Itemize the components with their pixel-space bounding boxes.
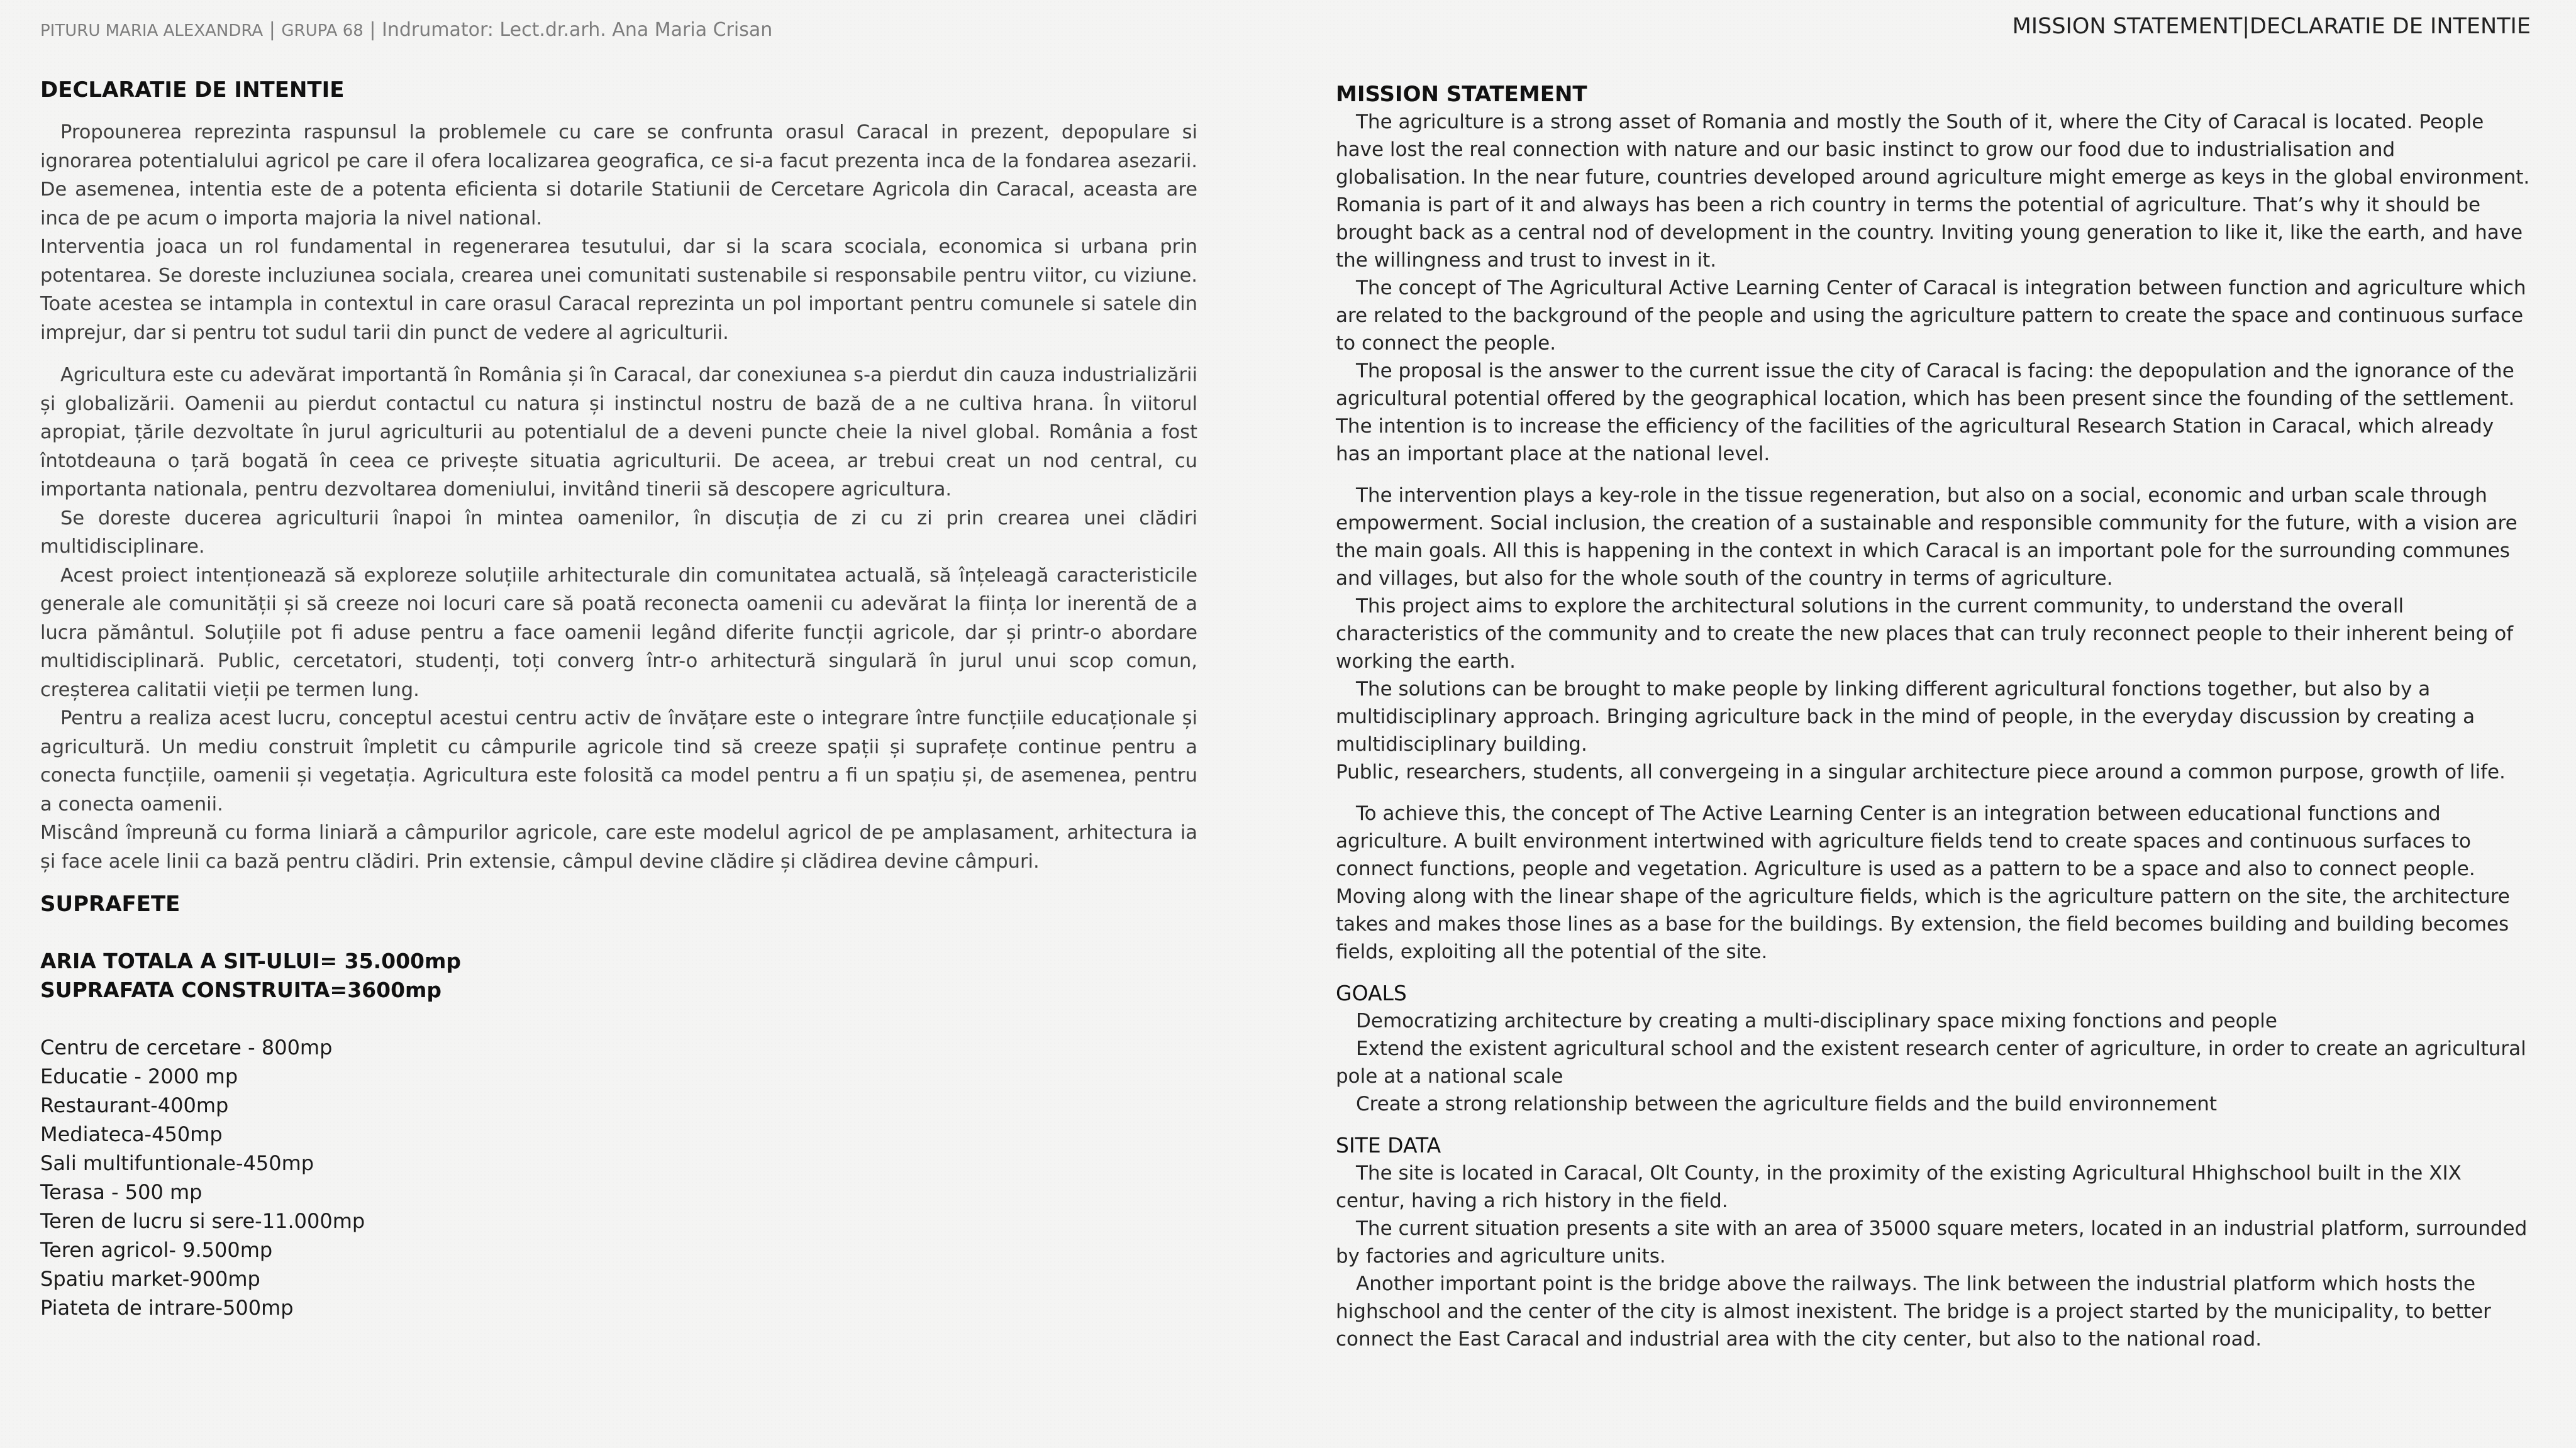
spacer xyxy=(40,104,1197,118)
paragraph: The solutions can be brought to make people by linking different agricultural fonctions together, but also by a multidisciplinary approach. Bringing agriculture back in the mind of people, in the everyday discussion by creating a multidisciplinary building. xyxy=(1336,678,2475,756)
paragraph: Pentru a realiza acest lucru, conceptul acestui centru activ de învățare este o integrare între funcțiile educaționale și agricultură. Un mediu construit împletit cu câmpurile agricole tind să creeze spații și suprafețe continue pentru a conecta funcțiile, oamenii și vegetația. Agricultura este folosită ca model pentru a fi un spațiu și, de asemenea, pentru a conecta oamenii. xyxy=(40,707,1197,815)
tutor-label: Indrumator: Lect.dr.arh. Ana Maria Crisan xyxy=(382,19,773,41)
list-item: Sali multifuntionale-450mp xyxy=(40,1151,314,1175)
paragraph: Se doreste ducerea agriculturii înapoi în mintea oamenilor, în discuția de zi cu zi prin crearea unei clădiri multidisciplinare. xyxy=(40,507,1197,558)
header-separator: | xyxy=(269,19,275,41)
section-title-declaratie: DECLARATIE DE INTENTIE xyxy=(40,77,345,102)
page-title: MISSION STATEMENT|DECLARATIE DE INTENTIE xyxy=(2012,14,2531,39)
list-item: Centru de cercetare - 800mp xyxy=(40,1036,333,1059)
header-separator: | xyxy=(369,19,376,41)
section-title-goals: GOALS xyxy=(1336,981,1407,1005)
paragraph: To achieve this, the concept of The Active Learning Center is an integration between educational functions and agriculture. A built environment intertwined with agriculture fields tend to create spaces and continuous surfaces to connect functions, people and vegetation. Agriculture is used as a pattern to be a space and also to connect people. xyxy=(1336,802,2475,880)
spacer xyxy=(40,1005,1197,1033)
list-item: Piateta de intrare-500mp xyxy=(40,1296,294,1320)
list-item: Democratizing architecture by creating a multi-disciplinary space mixing fonctions and people xyxy=(1356,1010,2277,1032)
paragraph: The proposal is the answer to the current issue the city of Caracal is facing: the depopulation and the ignorance of the agricultural potential offered by the geographical location, which has been present since the founding of the settlement. The intention is to increase the efficiency of the facilities of the agricultural Research Station in Caracal, which already has an important place at the national level. xyxy=(1336,360,2515,465)
left-column xyxy=(40,75,1197,1322)
paragraph: The intervention plays a key-role in the tissue regeneration, but also on a social, economic and urban scale through empowerment. Social inclusion, the creation of a sustainable and responsible community for the future, with a vision are the main goals. All this is happening in the context in which Caracal is an important pole for the surrounding communes and villages, but also for the whole south of the country in terms of agriculture. xyxy=(1336,484,2518,590)
declaratie-text xyxy=(40,118,1197,876)
spacer xyxy=(40,347,1197,361)
list-item: Restaurant-400mp xyxy=(40,1093,229,1117)
section-title-site-data: SITE DATA xyxy=(1336,1133,1441,1158)
paragraph: Another important point is the bridge above the railways. The link between the industrial platform which hosts the highschool and the center of the city is almost inexistent. The bridge is a project started by the municipality, to better connect the East Caracal and industrial area with the city center, but also to the national road. xyxy=(1336,1273,2491,1351)
spacer xyxy=(40,876,1197,890)
spacer xyxy=(1336,966,2531,980)
paragraph: Miscând împreună cu forma liniară a câmpurilor agricole, care este modelul agricol de pe amplasament, arhitectura ia și face acele linii ca bază pentru clădiri. Prin extensie, câmpul devine clădire și clădirea devine câmpuri. xyxy=(40,822,1197,873)
list-item: Mediateca-450mp xyxy=(40,1122,223,1146)
header-credits xyxy=(40,19,772,41)
paragraph: Interventia joaca un rol fundamental in regenerarea tesutului, dar si la scara scociala, economica si urbana prin potentarea. Se doreste incluziunea sociala, crearea unei comunitati sustenabile si responsabile pentru viitor, cu viziune. Toate acestea se intampla in contextul in care orasul Caracal reprezinta un pol important pentru comunele si satele din imprejur, dar si pentru tot sudul tarii din punct de vedere al agriculturii. xyxy=(40,236,1197,344)
site-data-text xyxy=(1336,1159,2531,1353)
list-item: Spatiu market-900mp xyxy=(40,1267,260,1291)
paragraph: Propounerea reprezinta raspunsul la problemele cu care se confrunta orasul Caracal in prezent, depopulare si ignorarea potentialului agricol pe care il ofera localizarea geografica, ce si-a facut prezenta inca de la fondarea asezarii. De asemenea, intentia este de a potenta eficienta si dotarile Statiunii de Cercetare Agricola din Caracal, aceasta are inca de pe acum o importa majoria la nivel national. xyxy=(40,121,1197,229)
spacer xyxy=(1336,1118,2531,1132)
built-area: SUPRAFATA CONSTRUITA=3600mp xyxy=(40,978,442,1002)
paragraph: The site is located in Caracal, Olt County, in the proximity of the existing Agricultural Hhighschool built in the XIX centur, having a rich history in the field. xyxy=(1336,1162,2462,1212)
section-title-suprafete: SUPRAFETE xyxy=(40,892,180,917)
paragraph: The concept of The Agricultural Active Learning Center of Caracal is integration between function and agriculture which are related to the background of the people and using the agriculture pattern to create the space and continuous surface to connect the people. xyxy=(1336,277,2526,355)
author-name: PITURU MARIA ALEXANDRA xyxy=(40,21,264,40)
list-item: Extend the existent agricultural school and the existent research center of agriculture, in order to create an agricultural pole at a national scale xyxy=(1336,1037,2526,1088)
areas-block xyxy=(40,947,1197,1322)
paragraph: Acest proiect intenționează să exploreze soluțiile arhitecturale din comunitatea actuală, să înțeleagă caracteristicile generale ale comunității și să creeze noi locuri care să poată reconecta oamenii cu adevărat la ființa lor inerentă de a lucra pământul. Soluțiile pot fi aduse pentru a face oamenii legând diferite funcții agricole, dar și printr-o abordare multidisciplinară. Public, cercetatori, studenți, toți converg într-o arhitectură singulară în jurul unui scop comun, creșterea calitatii vieții pe termen lung. xyxy=(40,564,1197,701)
goals-list xyxy=(1336,1007,2531,1118)
group-label: GRUPA 68 xyxy=(281,21,364,40)
list-item: Educatie - 2000 mp xyxy=(40,1064,238,1088)
section-title-mission: MISSION STATEMENT xyxy=(1336,82,1587,107)
mission-text xyxy=(1336,108,2531,966)
paragraph: Agricultura este cu adevărat importantă în România și în Caracal, dar conexiunea s-a pierdut din cauza industrializării și globalizării. Oamenii au pierdut contactul cu natura și instinctul nostru de bază de a ne cultiva hrana. În viitorul apropiat, țările dezvoltate în jurul agriculturii au potentialul de a deveni puncte cheie la nivel global. România a fost întotdeauna o țară bogată în ceea ce privește situatia agriculturii. De aceea, ar trebui creat un nod central, cu importanta nationala, pentru dezvoltarea domeniului, invitând tinerii să descopere agricultura. xyxy=(40,364,1197,500)
paragraph: The agriculture is a strong asset of Romania and mostly the South of it, where the City of Caracal is located. People have lost the real connection with nature and our basic instinct to grow our food due to industrialisation and globalisation. In the near future, countries developed around agriculture might emerge as keys in the global environment. Romania is part of it and always has been a rich country in terms the potential of agriculture. That’s why it should be brought back as a central nod of development in the country. Inviting young generation to like it, like the earth, and have the willingness and trust to invest in it. xyxy=(1336,111,2530,272)
spacer xyxy=(1336,468,2531,482)
list-item: Terasa - 500 mp xyxy=(40,1180,203,1204)
right-column xyxy=(1336,80,2531,1353)
paragraph: The current situation presents a site with an area of 35000 square meters, located in an industrial platform, surrounded by factories and agriculture units. xyxy=(1336,1217,2528,1268)
paragraph: Moving along with the linear shape of the agriculture fields, which is the agriculture pattern on the site, the architecture takes and makes those lines as a base for the buildings. By extension, the field becomes building and building becomes fields, exploiting all the potential of the site. xyxy=(1336,885,2510,963)
areas-list xyxy=(40,1033,1197,1322)
list-item: Teren de lucru si sere-11.000mp xyxy=(40,1209,365,1233)
paragraph: Public, researchers, students, all convergeing in a singular architecture piece around a common purpose, growth of life. xyxy=(1336,761,2506,783)
list-item: Teren agricol- 9.500mp xyxy=(40,1238,273,1262)
total-area: ARIA TOTALA A SIT-ULUI= 35.000mp xyxy=(40,949,462,973)
spacer xyxy=(1336,786,2531,800)
paragraph: This project aims to explore the architectural solutions in the current community, to understand the overall characteristics of the community and to create the new places that can truly reconnect people to their inherent being of working the earth. xyxy=(1336,595,2514,673)
spacer xyxy=(40,919,1197,947)
list-item: Create a strong relationship between the agriculture fields and the build environnement xyxy=(1356,1093,2218,1115)
